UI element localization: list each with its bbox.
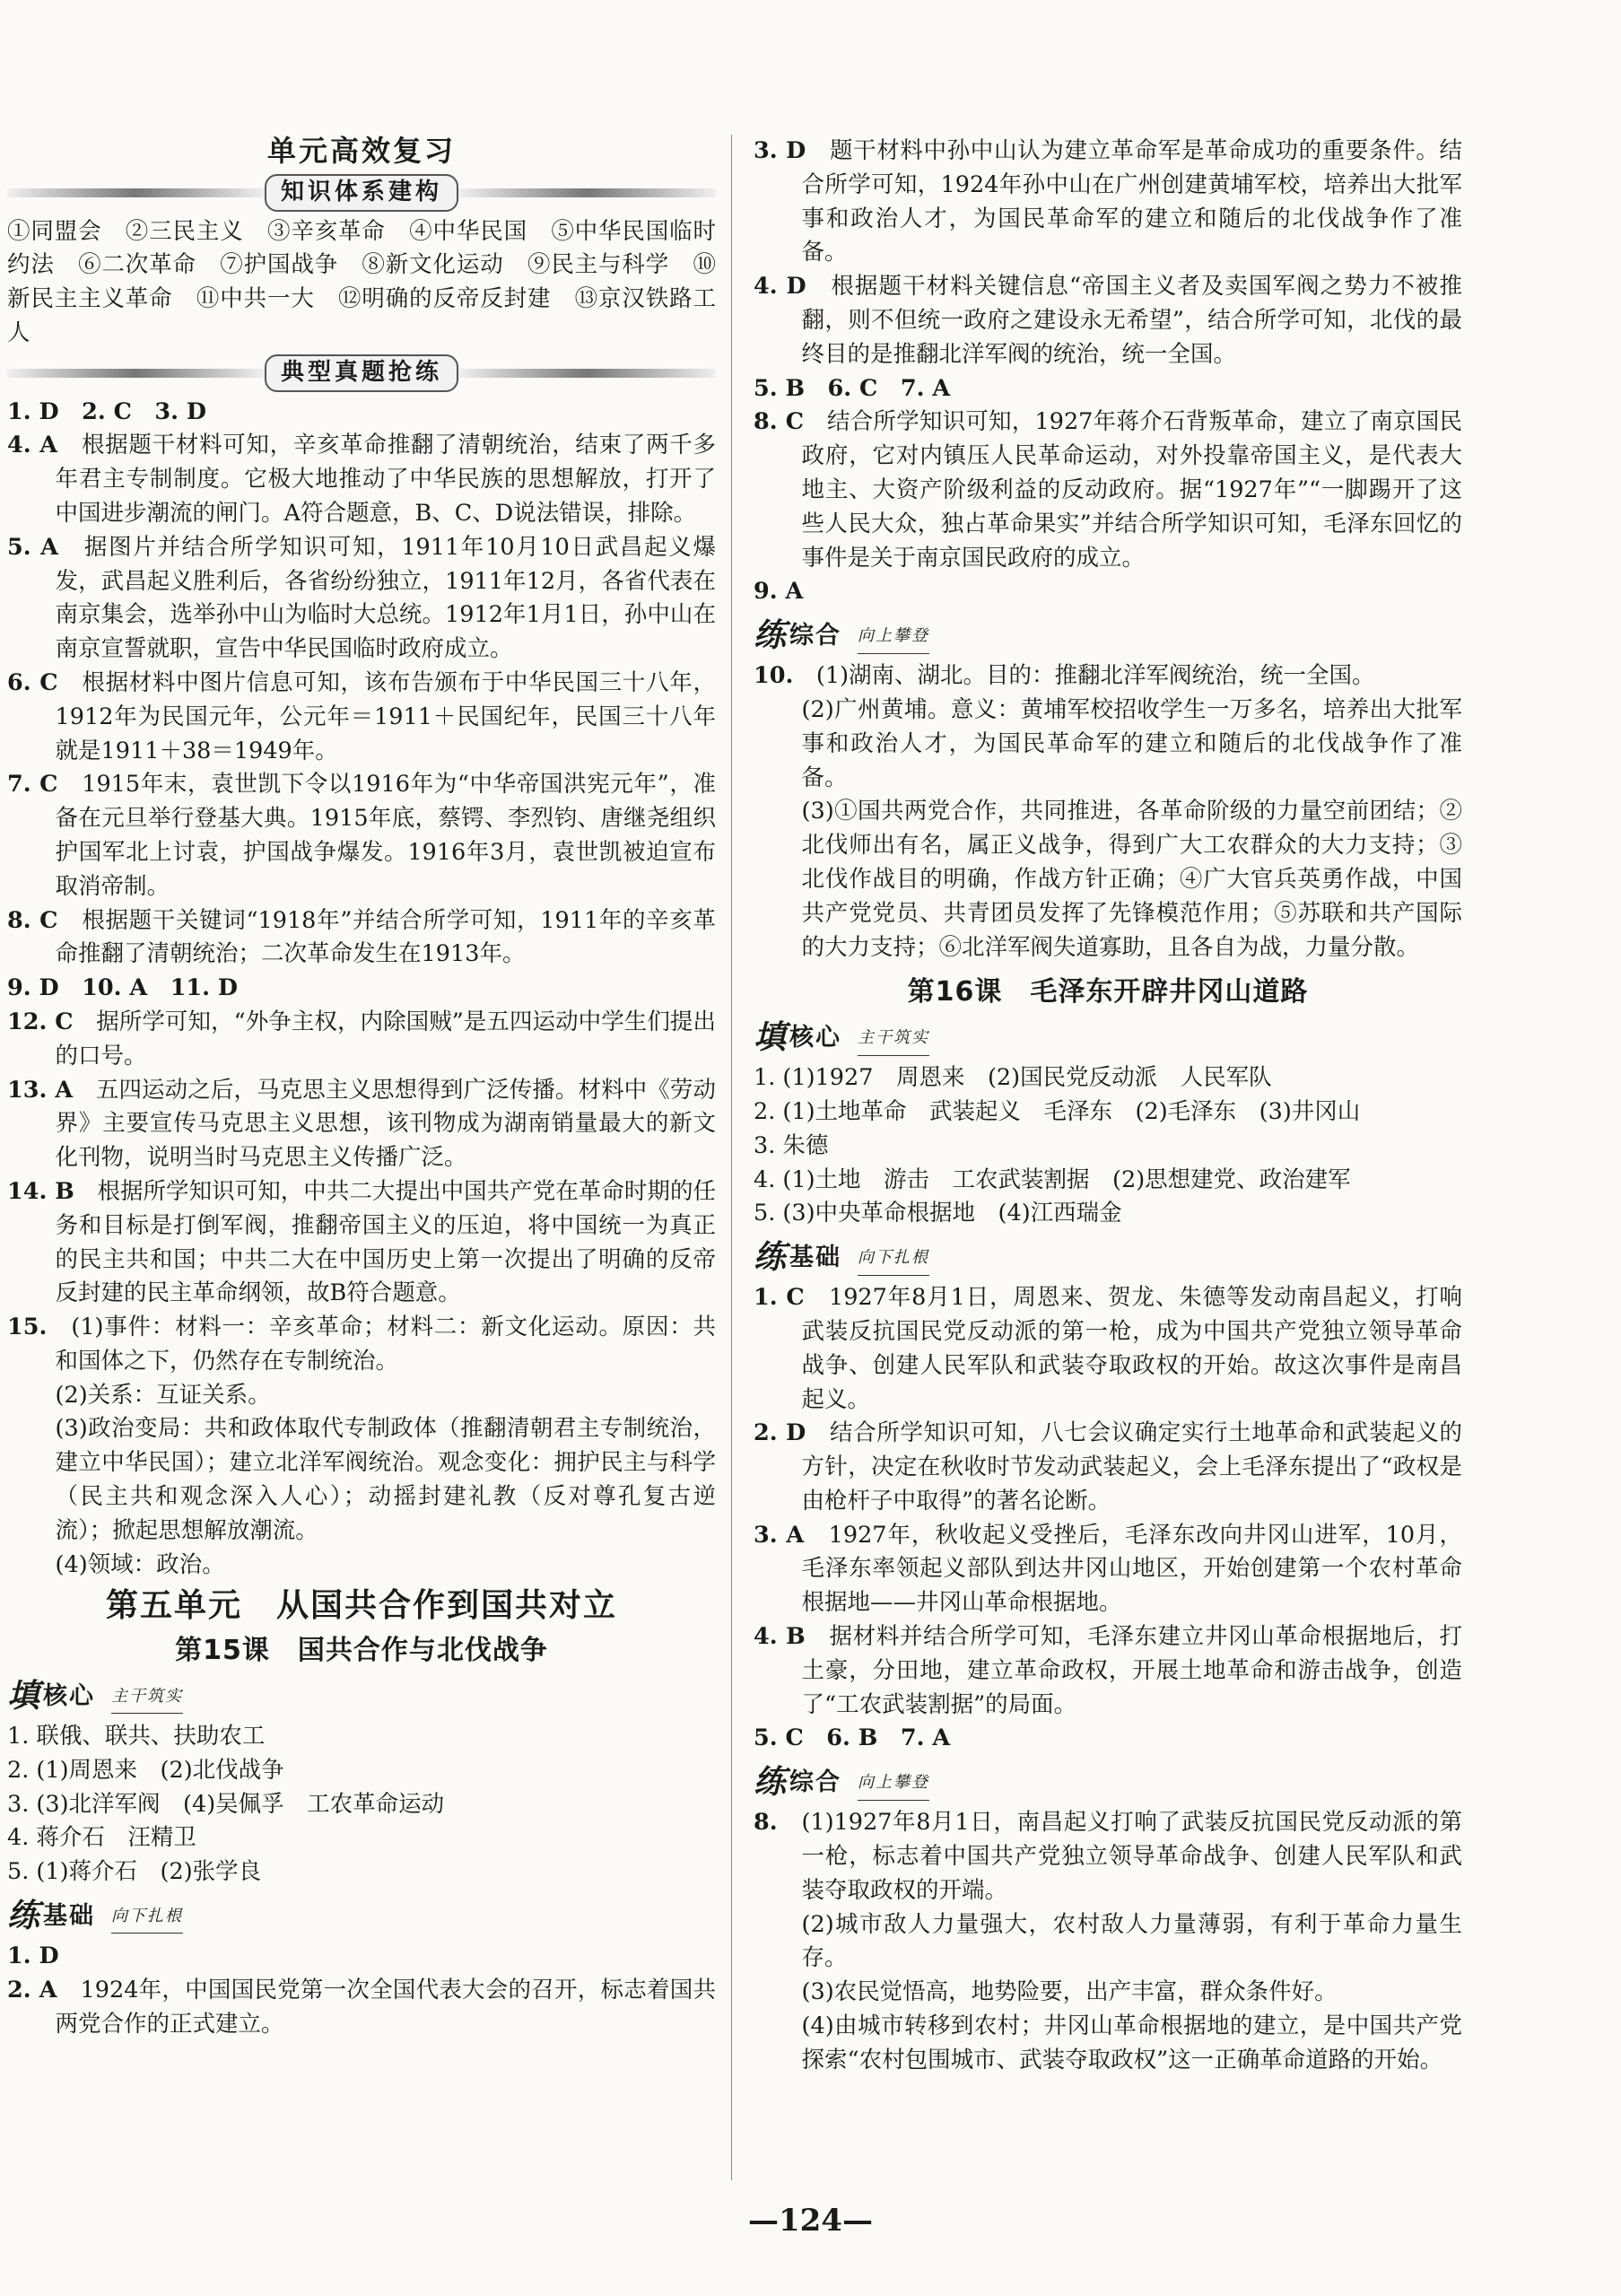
core-tag-16-name: 核心 [789, 1024, 842, 1052]
lesson15-core-list [7, 1720, 716, 1890]
page-number: —124— [748, 2203, 873, 2239]
answer-text: 据图片并结合所学知识可知，1911年10月10日武昌起义爆发，武昌起义胜利后，各省纷纷独立，1911年12月，各省代表在南京集会，选举孙中山为临时大总统。1912年1月1日，孙中山在南京宣誓就职，宣告中华民国临时政府成立。 [55, 533, 716, 663]
text-line: 3. (3)北洋军阀 (4)吴佩孚 工农革命运动 [7, 1790, 445, 1818]
comp-tag [754, 618, 1462, 654]
lesson15-basic-answers [7, 1940, 716, 2041]
answer-text: 题干材料中孙中山认为建立革命军是革命成功的重要条件。结合所学可知，1924年孙中山在广州创建黄埔军校，培养出大批军事和政治人才，为国民革命军的建立和随后的北伐战争作了准备。 [801, 137, 1462, 266]
text-line: 5. (3)中央革命根据地 (4)江西瑞金 [754, 1200, 1122, 1227]
text-line: 1. 联俄、联共、扶助农工 [7, 1723, 266, 1750]
exam-banner-label: 典型真题抢练 [265, 354, 458, 392]
lesson16-basic-answers [754, 1281, 1462, 1756]
answer-text: (1)事件：材料一：辛亥革命；材料二：新文化运动。原因：共和国体之下，仍然存在专制统治。 [55, 1314, 716, 1375]
lesson15-basic-answers-cont [754, 135, 1462, 609]
answer-text: 据所学可知，“外争主权，内除国贼”是五四运动中学生们提出的口号。 [55, 1008, 716, 1069]
text-line: (4)领域：政治。 [55, 1550, 225, 1578]
knowledge-banner-label: 知识体系建构 [265, 174, 458, 212]
answer-text: 根据题干关键词“1918年”并结合所学可知，1911年的辛亥革命推翻了清朝统治；二次革命发生在1913年。 [55, 906, 716, 968]
text-line: 2. (1)周恩来 (2)北伐战争 [7, 1756, 284, 1784]
answer-number: 13. A [7, 1076, 74, 1104]
answer-item [754, 1281, 1462, 1417]
answer-number: 8. C [7, 906, 58, 934]
answer-number: 7. C [7, 771, 58, 799]
answer-item [7, 1006, 716, 1074]
answer-text: 结合所学知识可知，八七会议确定实行土地革命和武装起义的方针，决定在秋收时节发动武装起义，会上毛泽东提出了“政权是由枪杆子中取得”的著名论断。 [801, 1419, 1462, 1515]
text-line: (3)①国共两党合作，共同推进，各革命阶级的力量空前团结；②北伐师出有名，属正义战争，得到广大工农群众的大力支持；③北伐作战目的明确，作战方针正确；④广大官兵英勇作战，中国共产党党员、共青团员发挥了先锋模范作用；⑤苏联和共产国际的大力支持；⑥北洋军阀失道寡助，且各自为战，力量分散。 [801, 798, 1462, 961]
text-line: 2. (1)土地革命 武装起义 毛泽东 (2)毛泽东 (3)井冈山 [754, 1097, 1361, 1125]
knowledge-banner [7, 174, 716, 212]
answer-number: 12. C [7, 1008, 74, 1035]
answer-item [754, 406, 1462, 575]
comp-tag-motto: 向上攀登 [858, 619, 929, 654]
answer-number: 3. A [754, 1521, 805, 1549]
answer-item [754, 1519, 1462, 1620]
text-line: ①同盟会 ②三民主义 ③辛亥革命 ④中华民国 ⑤中华民国临时约法 ⑥二次革命 ⑦护国战争 ⑧新文化运动 ⑨民主与科学 ⑩新民主主义革命 ⑪中共一大 ⑫明确的反帝反封建 ⑬京汉铁路工人 [7, 217, 716, 346]
answer-number: 2. A [7, 1976, 57, 2004]
lesson16-core-list [754, 1061, 1462, 1231]
answer-number: 8. [754, 1809, 778, 1837]
basic-tag-16-motto: 向下扎根 [858, 1241, 929, 1276]
answer-item [754, 270, 1462, 371]
basic-tag-16 [754, 1240, 1462, 1276]
q15-subparts [7, 1379, 716, 1583]
core-tag-16-glyph: 填 [754, 1018, 787, 1057]
text-line: (2)关系：互证关系。 [55, 1381, 271, 1409]
answer-item [7, 396, 716, 430]
right-column [754, 135, 1462, 2078]
core-tag-glyph: 填 [7, 1677, 40, 1715]
answer-text: 1924年，中国国民党第一次全国代表大会的召开，标志着国共两党合作的正式建立。 [55, 1976, 716, 2038]
core-tag-name: 核心 [43, 1682, 96, 1711]
answer-item [754, 1806, 1462, 1908]
lesson15-comp-answers [754, 659, 1462, 694]
answer-text: 结合所学知识可知，1927年蒋介石背叛革命，建立了南京国民政府，它对内镇压人民革命运动，对外投靠帝国主义，是代表大地主、大资产阶级利益的反动政府。据“1927年”“一脚踢开了这些人民大众，独占革命果实”并结合所学知识可知，毛泽东回忆的事件是关于南京国民政府的成立。 [801, 408, 1462, 572]
answer-item [754, 135, 1462, 270]
comp-tag-name: 综合 [789, 622, 842, 650]
basic-tag-16-glyph: 练 [754, 1238, 787, 1277]
answer-item [7, 972, 716, 1006]
review-title: 单元高效复习 [266, 134, 456, 168]
answer-number: 5. C 6. B 7. A [754, 1724, 951, 1752]
answer-number: 5. A [7, 533, 58, 561]
answer-number: 14. B [7, 1177, 74, 1205]
basic-tag-motto: 向下扎根 [111, 1899, 183, 1934]
comp-tag-16-name: 综合 [789, 1768, 842, 1797]
answer-number: 1. D [7, 1942, 59, 1970]
lesson16-title: 第16课 毛泽东开辟井冈山道路 [907, 976, 1309, 1008]
q10-subparts [754, 694, 1462, 965]
lesson16-comp-answers [754, 1806, 1462, 1908]
answer-text: 五四运动之后，马克思主义思想得到广泛传播。材料中《劳动界》主要宣传马克思主义思想，该刊物成为湖南销量最大的新文化刊物，说明当时马克思主义传播广泛。 [55, 1076, 716, 1172]
answer-number: 3. D [754, 137, 806, 164]
answer-item [7, 904, 716, 973]
answer-number: 2. D [754, 1419, 806, 1447]
answer-item [754, 659, 1462, 694]
answer-item [754, 1722, 1462, 1756]
answer-text: 1927年，秋收起义受挫后，毛泽东改向井冈山进军，10月，毛泽东率领起义部队到达井冈山地区，开始创建第一个农村革命根据地——井冈山革命根据地。 [801, 1521, 1462, 1617]
knowledge-list [7, 215, 716, 351]
answer-text: (1)1927年8月1日，南昌起义打响了武装反抗国民党反动派的第一枪，标志着中国共产党独立领导革命战争、创建人民军队和武装夺取政权的开端。 [801, 1809, 1462, 1904]
text-line: (2)城市敌人力量强大，农村敌人力量薄弱，有利于革命力量生存。 [801, 1910, 1462, 1972]
answer-item [7, 1974, 716, 2042]
answer-text: (1)湖南、湖北。目的：推翻北洋军阀统治，统一全国。 [815, 662, 1375, 690]
text-line: 5. (1)蒋介石 (2)张学良 [7, 1858, 262, 1886]
answer-item [754, 1417, 1462, 1518]
text-line: (2)广州黄埔。意义：黄埔军校招收学生一万多名，培养出大批军事和政治人才，为国民革命军的建立和随后的北伐战争作了准备。 [801, 695, 1462, 791]
left-column [7, 135, 716, 2041]
comp-tag-16 [754, 1765, 1462, 1801]
basic-tag-16-name: 基础 [789, 1244, 842, 1272]
answer-text: 根据所学知识可知，中共二大提出中国共产党在革命时期的任务和目标是打倒军阀，推翻帝国主义的压迫，将中国统一为真正的民主共和国；中共二大在中国历史上第一次提出了明确的反帝反封建的民主革命纲领，故B符合题意。 [55, 1177, 716, 1307]
answer-text: 1927年8月1日，周恩来、贺龙、朱德等发动南昌起义，打响武装反抗国民党反动派的第一枪，成为中国共产党独立领导革命战争、创建人民军队和武装夺取政权的开始。故这次事件是南昌起义。 [801, 1284, 1462, 1413]
lesson15-title: 第15课 国共合作与北伐战争 [175, 1635, 548, 1667]
text-line: (4)由城市转移到农村；井冈山革命根据地的建立，是中国共产党探索“农村包围城市、武装夺取政权”这一正确革命道路的开始。 [801, 2012, 1462, 2073]
answer-number: 9. D 10. A 11. D [7, 974, 238, 1002]
answer-number: 10. [754, 662, 794, 690]
text-line: 3. 朱德 [754, 1131, 829, 1159]
core-tag-16 [754, 1020, 1462, 1056]
core-tag-16-motto: 主干筑实 [858, 1021, 929, 1056]
answer-item [7, 1311, 716, 1379]
answer-item [7, 1074, 716, 1175]
text-line: 4. (1)土地 游击 工农武装割据 (2)思想建党、政治建军 [754, 1165, 1351, 1193]
answer-number: 4. A [7, 432, 57, 459]
answer-number: 9. A [754, 578, 804, 606]
q8-subparts [754, 1908, 1462, 2078]
answer-item [7, 667, 716, 768]
text-line: (3)农民觉悟高，地势险要，出产丰富，群众条件好。 [801, 1978, 1338, 2006]
answer-item [7, 1175, 716, 1311]
answer-item [7, 429, 716, 530]
answer-number: 15. [7, 1314, 48, 1341]
answer-number: 4. D [754, 273, 806, 301]
answer-item [754, 1620, 1462, 1722]
answer-number: 1. C [754, 1284, 805, 1312]
comp-tag-glyph: 练 [754, 616, 787, 655]
unit-title: 第五单元 从国共合作到国共对立 [105, 1587, 617, 1625]
answer-item [754, 575, 1462, 609]
answer-text: 据材料并结合所学可知，毛泽东建立井冈山革命根据地后，打土豪，分田地，建立革命政权，开展土地革命和游击战争，创造了“工农武装割据”的局面。 [801, 1623, 1462, 1718]
text-line: (3)政治变局：共和政体取代专制政体（推翻清朝君主专制统治，建立中华民国）；建立北洋军阀统治。观念变化：拥护民主与科学（民主共和观念深入人心）；动摇封建礼教（反对尊孔复古逆流）；掀起思想解放潮流。 [55, 1415, 716, 1544]
answer-item [754, 372, 1462, 406]
basic-tag-name: 基础 [43, 1902, 96, 1931]
text-line: 4. 蒋介石 汪精卫 [7, 1824, 196, 1852]
answer-number: 6. C [7, 668, 58, 696]
text-line: 1. (1)1927 周恩来 (2)国民党反动派 人民军队 [754, 1064, 1272, 1092]
answer-item [7, 768, 716, 904]
answer-number: 5. B 6. C 7. A [754, 374, 951, 402]
answer-text: 根据题干材料可知，辛亥革命推翻了清朝统治，结束了两千多年君主专制制度。它极大地推动了中华民族的思想解放，打开了中国进步潮流的闸门。A符合题意，B、C、D说法错误，排除。 [55, 432, 716, 527]
core-tag [7, 1679, 716, 1715]
answer-number: 8. C [754, 408, 805, 436]
answer-text: 根据材料中图片信息可知，该布告颁布于中华民国三十八年，1912年为民国元年，公元年＝1911＋民国纪年，民国三十八年就是1911＋38＝1949年。 [55, 668, 716, 764]
exam-banner [7, 354, 716, 392]
comp-tag-16-glyph: 练 [754, 1763, 787, 1802]
core-tag-motto: 主干筑实 [111, 1680, 183, 1715]
column-divider [731, 135, 732, 2180]
answer-text: 1915年末，袁世凯下令以1916年为“中华帝国洪宪元年”，准备在元旦举行登基大典。1915年底，蔡锷、李烈钧、唐继尧组织护国军北上讨袁，护国战争爆发。1916年3月，袁世凯被迫宣布取消帝制。 [55, 771, 716, 900]
basic-tag [7, 1899, 716, 1934]
exam-answers [7, 396, 716, 1379]
comp-tag-16-motto: 向上攀登 [858, 1766, 929, 1801]
answer-item [7, 1940, 716, 1974]
answer-number: 1. D 2. C 3. D [7, 397, 207, 425]
basic-tag-glyph: 练 [7, 1897, 40, 1935]
answer-number: 4. B [754, 1623, 806, 1651]
answer-text: 根据题干材料关键信息“帝国主义者及卖国军阀之势力不被推翻，则不但统一政府之建设永无希望”，结合所学可知，北伐的最终目的是推翻北洋军阀的统治，统一全国。 [801, 273, 1462, 368]
answer-item [7, 531, 716, 667]
